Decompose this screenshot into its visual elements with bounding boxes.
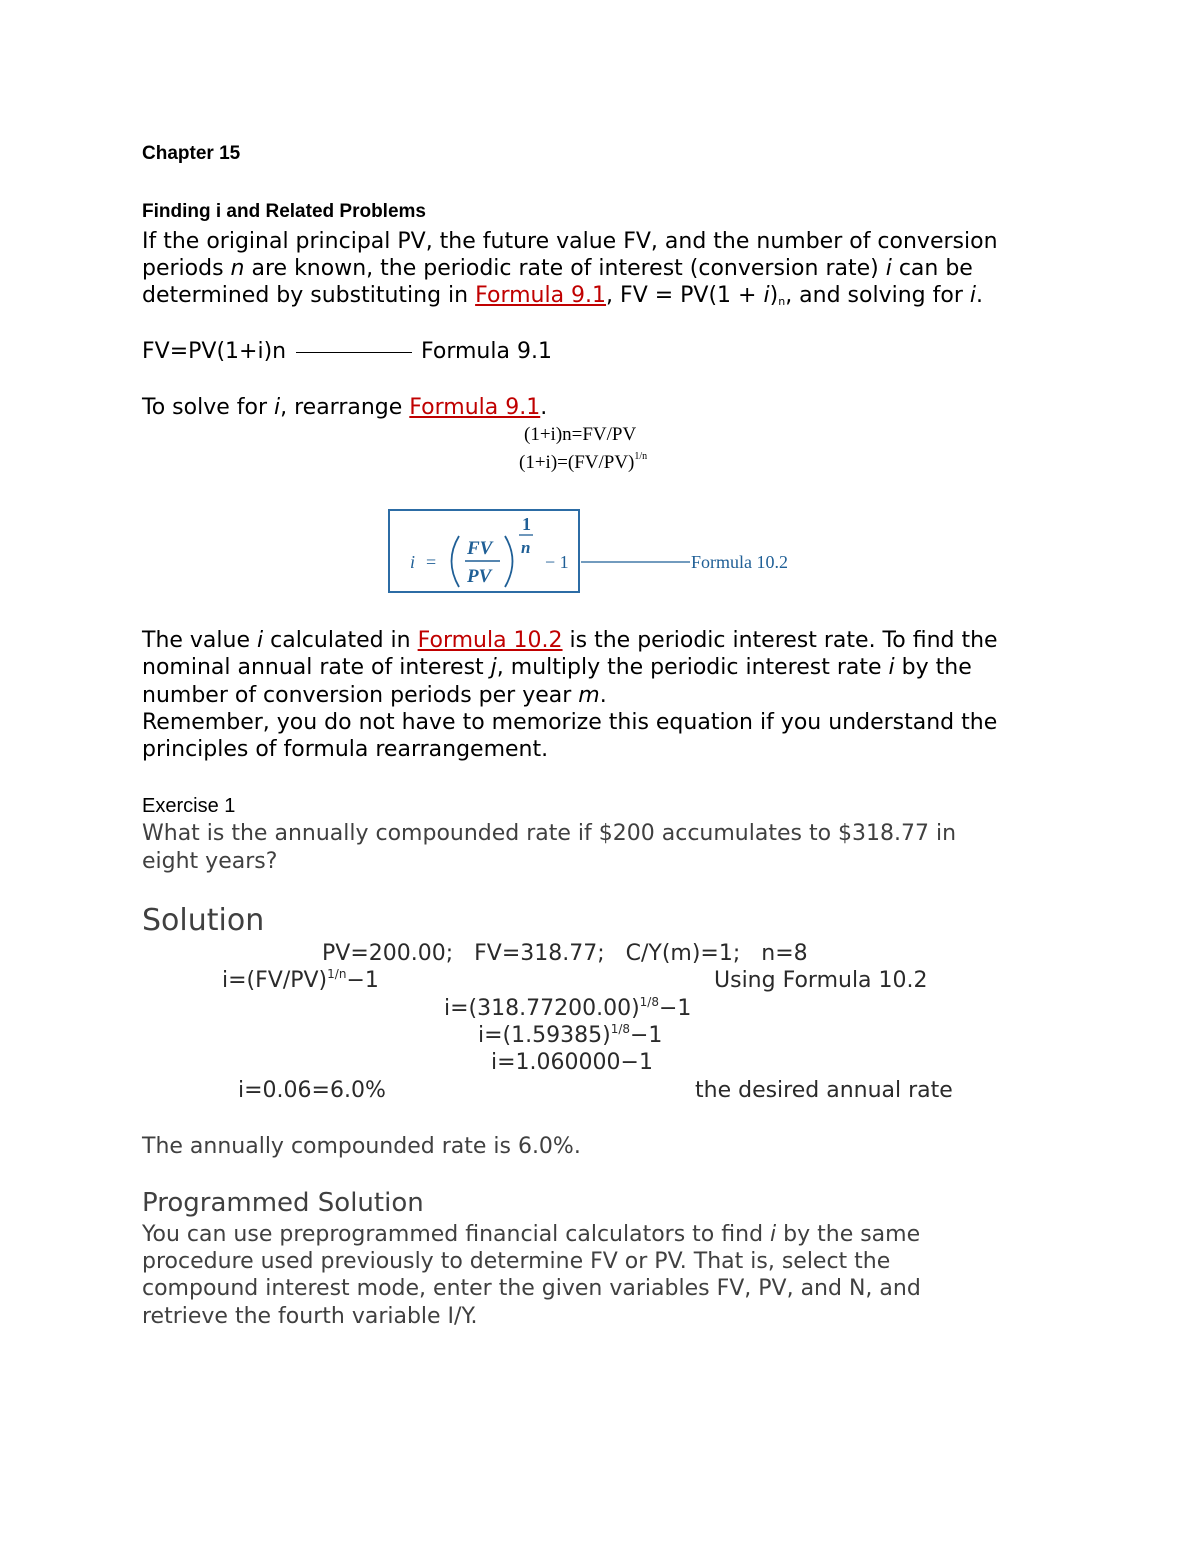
intro-text: periods	[142, 256, 231, 281]
solution-step-text: −1	[346, 968, 379, 993]
formula-9-1-link[interactable]: Formula 9.1	[475, 283, 607, 308]
left-paren-icon	[452, 536, 460, 587]
para2-text: The value	[142, 628, 257, 653]
solution-exponent: 1/8	[610, 1022, 630, 1036]
intro-var-i: i	[885, 256, 892, 281]
para2-line-3	[142, 682, 607, 710]
solution-step-text: i=(FV/PV)	[222, 968, 328, 993]
solution-title: Solution	[142, 903, 265, 938]
formula-pv: PV	[467, 566, 492, 587]
intro-var-i: i	[969, 283, 976, 308]
solution-step-text: i=(318.77200.00)	[444, 996, 640, 1021]
rearrange-text: To solve for	[142, 395, 274, 420]
solution-step-1-note: Using Formula 10.2	[714, 968, 928, 993]
formula-9-1-label: Formula 9.1	[421, 339, 552, 364]
exercise-question-line-1: What is the annually compounded rate if $200 accumulates to $318.77 in	[142, 821, 957, 846]
solution-step-3	[478, 1023, 662, 1048]
solution-step-4: i=1.060000−1	[491, 1050, 653, 1075]
solution-step-text: −1	[630, 1023, 663, 1048]
programmed-line-1	[142, 1221, 920, 1249]
para2-var-j: j	[490, 655, 497, 680]
exercise-title: Exercise 1	[142, 795, 236, 817]
para2-line-4: Remember, you do not have to memorize this equation if you understand the	[142, 710, 998, 735]
intro-text: )	[769, 283, 779, 308]
para2-text: is the periodic interest rate. To find the	[562, 628, 998, 653]
formula-9-1-expression: FV=PV(1+i)n	[142, 339, 287, 364]
intro-line-1: If the original principal PV, the future value FV, and the number of conversion	[142, 229, 998, 254]
rearrange-text: .	[540, 395, 548, 420]
programmed-text: by the same	[776, 1222, 921, 1247]
programmed-var-i: i	[770, 1222, 777, 1247]
para2-var-i: i	[257, 628, 264, 653]
intro-var-i: i	[763, 283, 770, 308]
rearrange-text: , rearrange	[280, 395, 410, 420]
step-equation-text: (1+i)=(FV/PV)	[519, 452, 635, 473]
intro-line-3	[142, 282, 983, 310]
para2-text: by the	[894, 655, 972, 680]
step-equation-2	[519, 452, 647, 474]
solution-exponent: 1/n	[327, 967, 347, 981]
formula-equals: =	[426, 552, 437, 572]
programmed-line-2: procedure used previously to determine FV or PV. That is, select the	[142, 1249, 891, 1274]
formula-9-1-link[interactable]: Formula 9.1	[409, 395, 541, 420]
right-paren-icon	[505, 536, 513, 587]
intro-text: , and solving for	[785, 283, 970, 308]
solution-step-5: i=0.06=6.0%	[238, 1078, 386, 1103]
section-title: Finding i and Related Problems	[142, 201, 426, 222]
exponent-denominator: n	[521, 538, 531, 557]
para2-text: .	[599, 683, 607, 708]
intro-sub-n: n	[778, 295, 786, 308]
exponent-numerator: 1	[522, 514, 531, 534]
solution-step-text: i=(1.59385)	[478, 1023, 611, 1048]
intro-text: , FV = PV(1 +	[606, 283, 764, 308]
para2-var-i: i	[888, 655, 895, 680]
para2-text: number of conversion periods per year	[142, 683, 579, 708]
rearrange-line	[142, 394, 547, 422]
solution-answer: The annually compounded rate is 6.0%.	[142, 1134, 581, 1159]
chapter-title: Chapter 15	[142, 143, 241, 164]
solution-step-1	[222, 968, 379, 993]
intro-text: are known, the periodic rate of interest (conversion rate)	[244, 256, 886, 281]
solution-step-2	[444, 996, 691, 1021]
formula-10-2-link[interactable]: Formula 10.2	[417, 628, 563, 653]
para2-text: nominal annual rate of interest	[142, 655, 491, 680]
intro-text: can be	[891, 256, 973, 281]
formula-fv: FV	[467, 538, 493, 559]
intro-text: determined by substituting in	[142, 283, 476, 308]
para2-line-5: principles of formula rearrangement.	[142, 737, 549, 762]
formula-10-2-label: Formula 10.2	[691, 552, 788, 572]
solution-given: PV=200.00; FV=318.77; C/Y(m)=1; n=8	[322, 941, 808, 966]
intro-var-n: n	[230, 256, 245, 281]
solution-step-5-note: the desired annual rate	[695, 1078, 953, 1103]
formula-var-i: i	[410, 552, 416, 572]
para2-text: , multiply the periodic interest rate	[496, 655, 889, 680]
formula-9-1-connector	[296, 352, 412, 353]
para2-line-1	[142, 627, 998, 655]
formula-minus-one: − 1	[545, 552, 569, 572]
intro-text: .	[976, 283, 983, 308]
programmed-line-3: compound interest mode, enter the given variables FV, PV, and N, and	[142, 1276, 921, 1301]
exercise-question-line-2: eight years?	[142, 849, 278, 874]
solution-exponent: 1/8	[639, 995, 659, 1009]
programmed-title: Programmed Solution	[142, 1188, 424, 1218]
para2-text: calculated in	[263, 628, 418, 653]
para2-var-m: m	[578, 683, 600, 708]
step-equation-exponent: 1/n	[634, 451, 648, 462]
solution-step-text: −1	[658, 996, 692, 1021]
programmed-text: You can use preprogrammed financial calculators to find	[142, 1222, 771, 1247]
step-equation-1: (1+i)n=FV/PV	[524, 424, 637, 445]
programmed-line-4: retrieve the fourth variable I/Y.	[142, 1304, 478, 1329]
intro-line-2	[142, 255, 973, 283]
rearrange-var-i: i	[273, 395, 281, 420]
formula-10-2-graphic	[388, 509, 828, 599]
para2-line-2	[142, 654, 972, 682]
